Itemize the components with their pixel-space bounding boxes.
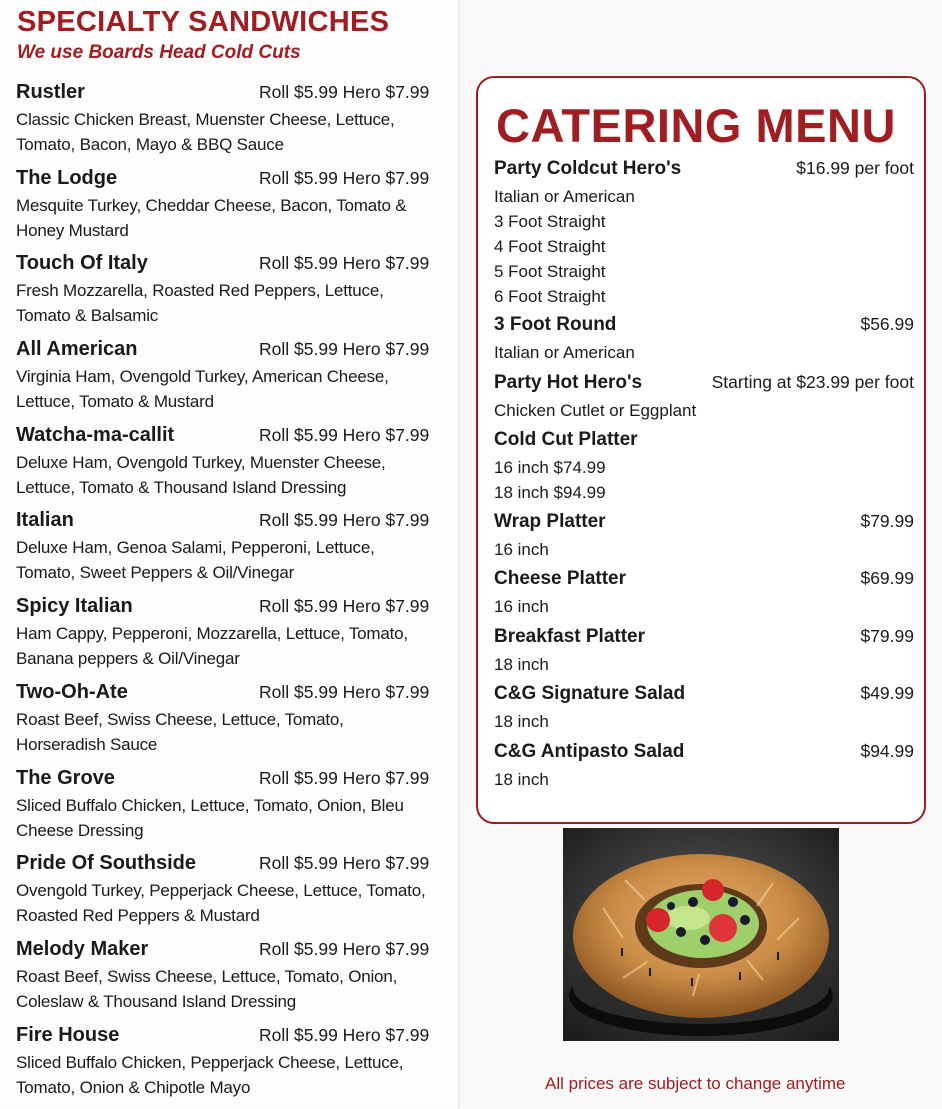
sandwich-description: Fresh Mozzarella, Roasted Red Peppers, Lettuce, Tomato & Balsamic: [16, 281, 384, 326]
catering-item-name: 3 Foot Round: [494, 314, 617, 335]
catering-item-detail: 5 Foot Straight: [494, 262, 606, 281]
catering-item: [494, 568, 914, 619]
catering-item-name: Party Coldcut Hero's: [494, 158, 682, 179]
sandwich-price: Roll $5.99 Hero $7.99: [259, 167, 430, 188]
catering-item: [494, 372, 914, 423]
sandwich-price: Roll $5.99 Hero $7.99: [259, 938, 430, 959]
catering-item-detail: 18 inch $94.99: [494, 483, 606, 502]
catering-item-name: Breakfast Platter: [494, 626, 646, 647]
catering-item: [494, 158, 914, 309]
sandwich-item: [16, 81, 436, 167]
sandwich-price: Roll $5.99 Hero $7.99: [259, 253, 430, 274]
specialty-title: SPECIALTY SANDWICHES: [17, 6, 390, 38]
catering-item-price: $79.99: [860, 626, 914, 646]
catering-title: CATERING MENU: [496, 99, 896, 152]
sandwich-name: Spicy Italian: [16, 595, 133, 618]
sandwich-name: All American: [16, 338, 138, 361]
catering-item-detail: Italian or American: [494, 187, 635, 206]
catering-item-name: Cheese Platter: [494, 568, 627, 589]
sandwich-price: Roll $5.99 Hero $7.99: [259, 853, 430, 874]
sandwich-item: [16, 767, 436, 853]
catering-item: [494, 314, 914, 365]
catering-item-price: $69.99: [860, 568, 914, 588]
catering-item-name: C&G Signature Salad: [494, 683, 686, 704]
sandwich-description: Classic Chicken Breast, Muenster Cheese, Lettuce, Tomato, Bacon, Mayo & BBQ Sauce: [16, 110, 395, 154]
sandwich-item: [16, 1024, 436, 1109]
catering-item-detail: 18 inch: [494, 712, 549, 731]
sandwich-name: The Lodge: [16, 166, 118, 189]
catering-item-name: Cold Cut Platter: [494, 429, 638, 450]
catering-item-price: Starting at $23.99 per foot: [711, 372, 914, 392]
catering-item: [494, 626, 914, 677]
sandwich-item: [16, 167, 436, 253]
catering-item: [494, 511, 914, 562]
sandwich-item: [16, 338, 436, 424]
sandwich-description: Ovengold Turkey, Pepperjack Cheese, Lettuce, Tomato, Roasted Red Peppers & Mustard: [16, 881, 426, 926]
catering-menu-box: [476, 76, 926, 824]
sandwich-price: Roll $5.99 Hero $7.99: [259, 82, 430, 102]
catering-item-price: $94.99: [860, 741, 914, 761]
sandwich-price: Roll $5.99 Hero $7.99: [259, 510, 430, 531]
sandwich-description: Roast Beef, Swiss Cheese, Lettuce, Tomato, Onion, Coleslaw & Thousand Island Dressing: [16, 966, 398, 1011]
sandwich-item: [16, 681, 436, 767]
sandwich-list: [16, 81, 436, 1109]
catering-item-detail: 3 Foot Straight: [494, 212, 606, 231]
sandwich-name: Melody Maker: [16, 937, 149, 960]
sandwich-item: [16, 424, 436, 510]
specialty-subtitle: We use Boards Head Cold Cuts: [17, 42, 301, 63]
sandwich-name: Two-Oh-Ate: [16, 680, 128, 703]
catering-item-detail: 18 inch: [494, 770, 549, 789]
catering-item: [494, 741, 914, 792]
catering-item-detail: 16 inch: [494, 540, 549, 559]
sandwich-item: [16, 852, 436, 938]
sandwich-description: Roast Beef, Swiss Cheese, Lettuce, Tomato, Horseradish Sauce: [16, 709, 344, 754]
catering-item: [494, 429, 914, 505]
sandwich-price: Roll $5.99 Hero $7.99: [259, 596, 430, 617]
sandwich-description: Sliced Buffalo Chicken, Lettuce, Tomato, Onion, Bleu Cheese Dressing: [16, 795, 404, 840]
sandwich-item: [16, 509, 436, 595]
sandwich-description: Deluxe Ham, Genoa Salami, Pepperoni, Lettuce, Tomato, Sweet Peppers & Oil/Vinegar: [16, 538, 375, 583]
sandwich-name: Fire House: [16, 1023, 120, 1046]
sandwich-description: Deluxe Ham, Ovengold Turkey, Muenster Cheese, Lettuce, Tomato & Thousand Island Dressing: [16, 452, 386, 497]
sandwich-price: Roll $5.99 Hero $7.99: [259, 681, 430, 702]
sandwich-name: Touch Of Italy: [16, 252, 148, 275]
sandwich-name: The Grove: [16, 766, 115, 789]
catering-item-price: $49.99: [860, 683, 914, 703]
catering-item-detail: 4 Foot Straight: [494, 237, 606, 256]
catering-item-name: Party Hot Hero's: [494, 372, 643, 393]
sandwich-name: Watcha-ma-callit: [16, 423, 175, 446]
sandwich-item: [16, 252, 436, 338]
catering-item-detail: Italian or American: [494, 343, 635, 362]
catering-item-detail: Chicken Cutlet or Eggplant: [494, 401, 697, 420]
sandwich-price: Roll $5.99 Hero $7.99: [259, 1024, 430, 1045]
sandwich-price: Roll $5.99 Hero $7.99: [259, 339, 430, 360]
catering-item-detail: 6 Foot Straight: [494, 287, 606, 306]
catering-item-name: C&G Antipasto Salad: [494, 741, 685, 762]
sandwich-description: Ham Cappy, Pepperoni, Mozzarella, Lettuce, Tomato, Banana peppers & Oil/Vinegar: [16, 624, 408, 669]
catering-item-detail: 16 inch $74.99: [494, 458, 606, 477]
sandwich-description: Mesquite Turkey, Cheddar Cheese, Bacon, Tomato & Honey Mustard: [16, 195, 407, 240]
sandwich-name: Rustler: [16, 81, 85, 103]
price-disclaimer: All prices are subject to change anytime: [545, 1074, 846, 1093]
sandwich-price: Roll $5.99 Hero $7.99: [259, 767, 430, 788]
party-hero-photo: [563, 828, 839, 1041]
sandwich-item: [16, 595, 436, 681]
catering-item-detail: 18 inch: [494, 655, 549, 674]
sandwich-item: [16, 938, 436, 1024]
catering-item-detail: 16 inch: [494, 597, 549, 616]
sandwich-description: Sliced Buffalo Chicken, Pepperjack Cheese, Lettuce, Tomato, Onion & Chipotle Mayo: [16, 1052, 404, 1097]
catering-item-price: $56.99: [860, 314, 914, 334]
round-hero-illustration: [563, 828, 839, 1041]
catering-item-name: Wrap Platter: [494, 511, 606, 532]
catering-item: [494, 683, 914, 734]
specialty-panel: [0, 0, 458, 1108]
catering-item-price: $79.99: [860, 511, 914, 531]
sandwich-price: Roll $5.99 Hero $7.99: [259, 424, 430, 445]
sandwich-name: Italian: [16, 509, 74, 532]
sandwich-description: Virginia Ham, Ovengold Turkey, American Cheese, Lettuce, Tomato & Mustard: [16, 367, 389, 412]
catering-item-price: $16.99 per foot: [796, 158, 914, 178]
sandwich-name: Pride Of Southside: [16, 852, 197, 875]
